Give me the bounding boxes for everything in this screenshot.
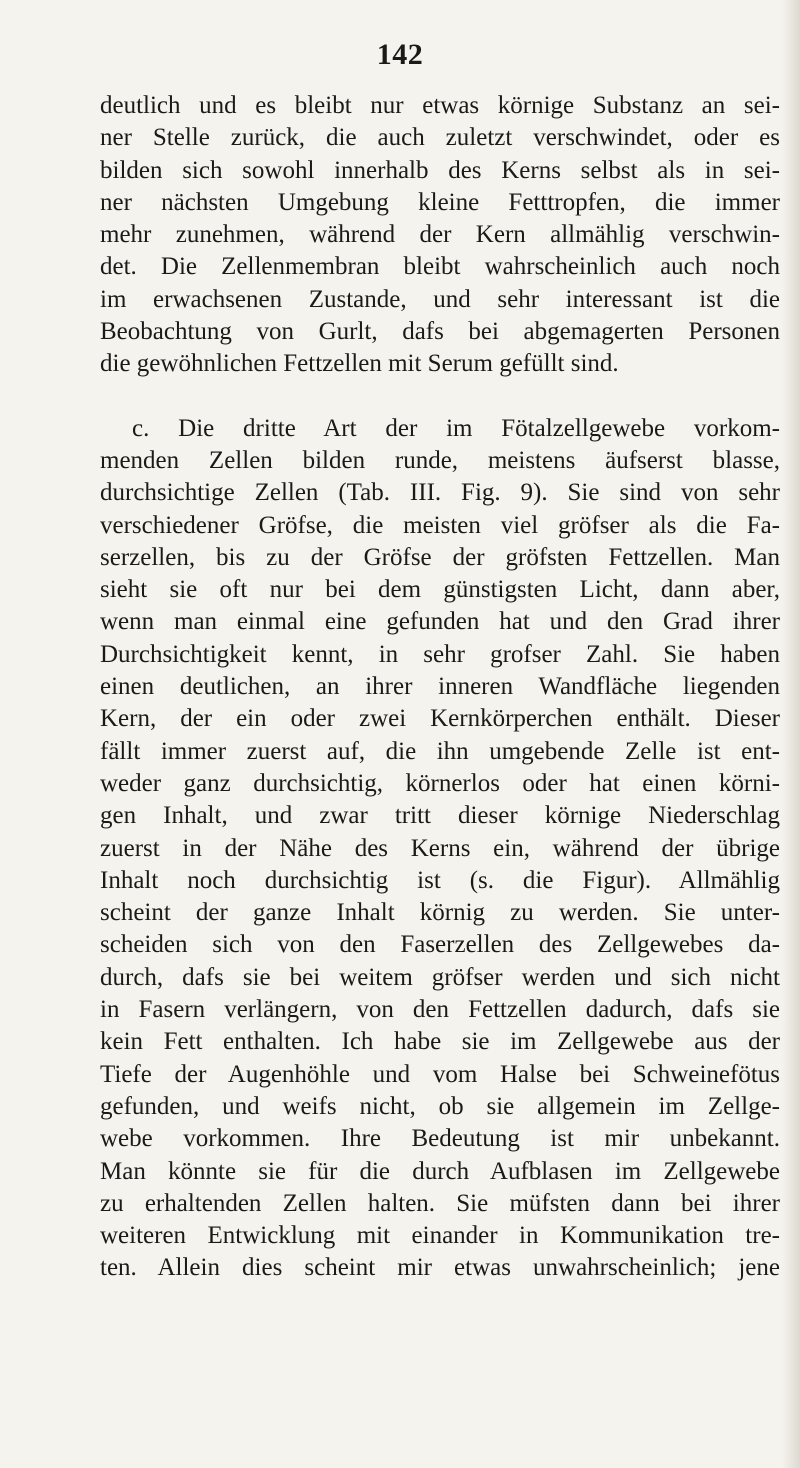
- text-line: det. Die Zellenmembran bleibt wahrscheinlich auch noch: [100, 253, 780, 281]
- text-line: verschiedener Gröfse, die meisten viel gröfser als die Fa-: [100, 511, 780, 539]
- text-line: Tiefe der Augenhöhle und vom Halse bei Schweinefötus: [100, 1060, 780, 1088]
- text-line: Durchsichtigkeit kennt, in sehr grofser Zahl. Sie haben: [100, 640, 780, 668]
- text-line: scheiden sich von den Faserzellen des Zellgewebes da-: [100, 931, 780, 959]
- text-line: webe vorkommen. Ihre Bedeutung ist mir unbekannt.: [100, 1125, 780, 1153]
- text-line: Beobachtung von Gurlt, dafs bei abgemagerten Personen: [100, 318, 780, 346]
- text-line: im erwachsenen Zustande, und sehr interessant ist die: [100, 285, 780, 313]
- text-line: scheint der ganze Inhalt körnig zu werden. Sie unter-: [100, 899, 780, 927]
- paragraph-gap: [100, 381, 780, 413]
- text-line: gefunden, und weifs nicht, ob sie allgemein im Zellge-: [100, 1092, 780, 1120]
- text-line: durch, dafs sie bei weitem gröfser werden und sich nicht: [100, 963, 780, 991]
- text-line: Man könnte sie für die durch Aufblasen im Zellgewebe: [100, 1157, 780, 1185]
- text-line: fällt immer zuerst auf, die ihn umgebende Zelle ist ent-: [100, 737, 780, 765]
- text-line: einen deutlichen, an ihrer inneren Wandfläche liegenden: [100, 673, 780, 701]
- text-line: die gewöhnlichen Fettzellen mit Serum gefüllt sind.: [100, 350, 619, 378]
- text-line: in Fasern verlängern, von den Fettzellen dadurch, dafs sie: [100, 996, 780, 1024]
- text-line: zuerst in der Nähe des Kerns ein, während der übrige: [100, 834, 780, 862]
- page-number: 142: [376, 38, 424, 71]
- text-line: bilden sich sowohl innerhalb des Kerns selbst als in sei-: [100, 156, 780, 184]
- page-edge-shadow: [782, 0, 800, 1468]
- body-text: [100, 90, 780, 1285]
- text-line: ner nächsten Umgebung kleine Fetttropfen, die immer: [100, 188, 780, 216]
- text-line: durchsichtige Zellen (Tab. III. Fig. 9). Sie sind von sehr: [100, 479, 780, 507]
- text-line: menden Zellen bilden runde, meistens äufserst blasse,: [100, 446, 780, 474]
- text-line: deutlich und es bleibt nur etwas körnige Substanz an sei-: [100, 92, 780, 119]
- paragraph-2: [100, 413, 780, 1285]
- text-line: c. Die dritte Art der im Fötalzellgewebe vorkom-: [132, 414, 780, 442]
- text-line: Kern, der ein oder zwei Kernkörperchen enthält. Dieser: [100, 705, 780, 733]
- text-line: weder ganz durchsichtig, körnerlos oder hat einen körni-: [100, 769, 780, 797]
- text-line: mehr zunehmen, während der Kern allmählig verschwin-: [100, 221, 780, 249]
- text-line: weiteren Entwicklung mit einander in Kommunikation tre-: [100, 1222, 780, 1250]
- text-line: ten. Allein dies scheint mir etwas unwahrscheinlich; jene: [100, 1254, 780, 1282]
- text-line: serzellen, bis zu der Gröfse der gröfsten Fettzellen. Man: [100, 543, 780, 571]
- text-line: ner Stelle zurück, die auch zuletzt verschwindet, oder es: [100, 124, 780, 152]
- text-line: wenn man einmal eine gefunden hat und den Grad ihrer: [100, 608, 780, 636]
- text-line: gen Inhalt, und zwar tritt dieser körnige Niederschlag: [100, 802, 780, 830]
- text-line: zu erhaltenden Zellen halten. Sie müfsten dann bei ihrer: [100, 1189, 780, 1217]
- text-line: sieht sie oft nur bei dem günstigsten Licht, dann aber,: [100, 576, 780, 604]
- text-line: kein Fett enthalten. Ich habe sie im Zellgewebe aus der: [100, 1028, 780, 1056]
- paragraph-1: [100, 90, 780, 381]
- text-line: Inhalt noch durchsichtig ist (s. die Figur). Allmählig: [100, 866, 780, 894]
